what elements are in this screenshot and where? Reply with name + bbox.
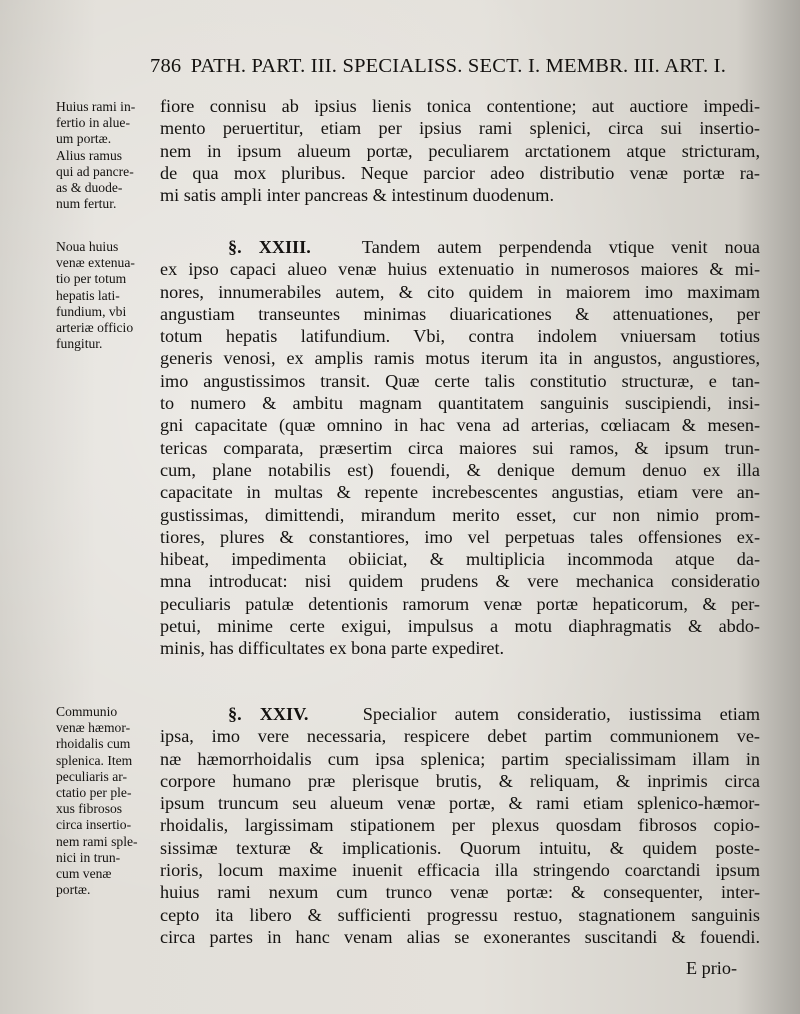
margin-note-line: as & duode-: [56, 180, 123, 196]
text-line: rioris, locum maxime inuenit efficacia illa stringendo coarctandi ipsum: [160, 860, 760, 881]
margin-note-line: um portæ.: [56, 131, 112, 147]
margin-note-line: rhoidalis cum: [56, 736, 131, 752]
paragraph-section-xxiii: [160, 236, 760, 660]
margin-note-2: [56, 239, 158, 352]
text-line: corpore humano præ plerisque brutis, & reliquam, & inprimis circa: [160, 770, 760, 791]
margin-note-line: Huius rami in-: [56, 99, 136, 114]
margin-note-3: [56, 704, 158, 898]
margin-note-line: splenica. Item: [56, 752, 133, 768]
text-line: totum hepatis latifundium. Vbi, contra indolem vniuersam totius: [160, 326, 760, 347]
text-line: næ hæmorrhoidalis cum ipsa splenica; partim specialissimam illam in: [160, 748, 760, 769]
text-line: nem in ipsum alueum portæ, peculiarem arctationem atque stricturam,: [160, 140, 760, 161]
paragraph-section-xxiv: [160, 703, 760, 948]
text-line: sissimæ texturæ & implicationis. Quorum intuitu, & quidem poste-: [160, 837, 760, 858]
text-line: mna introducat: nisi quidem prudens & vere mechanica consideratio: [160, 571, 760, 592]
margin-note-line: Noua huius: [56, 239, 119, 254]
text-line: imo angustissimos transit. Quæ certe talis constitutio structuræ, e tan-: [160, 370, 760, 391]
running-header: [150, 55, 785, 85]
text-line: ipsa, imo vere necessaria, respicere debet partim communionem ve-: [160, 726, 760, 747]
margin-note-line: arteriæ officio: [56, 320, 134, 336]
text-line: huius rami nexum cum trunco venæ portæ: & consequenter, inter-: [160, 882, 760, 903]
text-line-content: Tandem autem perpendenda vtique venit noua: [361, 237, 760, 257]
text-line: minis, has difficultates ex bona parte expediret.: [160, 638, 505, 659]
text-line: tericas comparata, præsertim circa maiores sui ramos, & ipsum trun-: [160, 437, 760, 458]
text-line: generis venosi, ex amplis ramis motus iterum ita in angustos, angustiores,: [160, 348, 760, 369]
margin-note-line: nici in trun-: [56, 849, 121, 865]
text-line: ipsum truncum seu alueum venæ portæ, & rami etiam splenico-hæmor-: [160, 793, 760, 814]
page-number: 786: [150, 55, 182, 77]
margin-note-line: cum venæ: [56, 866, 112, 882]
margin-note-line: tio per totum: [56, 271, 127, 287]
margin-note-line: circa insertio-: [56, 817, 132, 833]
text-line: capacitate in multas & repente increbescentes angustias, etiam vere an-: [160, 482, 760, 503]
section-number: §. XXIV.: [228, 704, 309, 724]
text-line: to numero & ambitu magnam quantitatem sanguinis suscipiendi, insi-: [160, 393, 760, 414]
margin-note-line: venæ hæmor-: [56, 720, 131, 736]
paragraph-continuation: [160, 95, 760, 206]
margin-note-1: [56, 99, 158, 212]
margin-note-line: fertio in alue-: [56, 115, 130, 131]
margin-note-line: xus fibrosos: [56, 801, 123, 817]
text-line: fiore connisu ab ipsius lienis tonica contentione; aut auctiore impedi-: [160, 96, 760, 116]
running-title: PATH. PART. III. SPECIALISS. SECT. I. MEMBR. III. ART. I.: [190, 55, 727, 77]
text-line: cum, plane notabilis est) fouendi, & denique demum denuo ex illa: [160, 459, 760, 480]
margin-note-line: ctatio per ple-: [56, 785, 132, 801]
margin-note-line: fungitur.: [56, 336, 103, 352]
text-line: hibeat, impedimenta obiiciat, & multiplicia incommoda atque da-: [160, 549, 760, 570]
text-line: nores, innumerabiles autem, & cito quidem in maiorem imo maximam: [160, 281, 760, 302]
text-line: peculiaris patulæ detentionis ramorum venæ portæ hepaticorum, & per-: [160, 593, 760, 614]
text-line: rhoidalis, largissimam stipationem per plexus quosdam fibrosos copio-: [160, 815, 760, 836]
margin-note-line: nem rami sple-: [56, 833, 138, 849]
text-line: tiores, plures & constantiores, imo vel perpetuas tales offensiones ex-: [160, 526, 760, 547]
catchword: E prio-: [686, 958, 738, 978]
text-line-first: [160, 236, 760, 258]
margin-note-line: hepatis lati-: [56, 287, 120, 303]
text-line: cepto ita libero & sufficienti progressu restuo, stagnationem sanguinis: [160, 904, 760, 925]
margin-note-line: fundium, vbi: [56, 303, 127, 319]
margin-note-line: venæ extenua-: [56, 255, 135, 271]
text-line: mento peruertitur, etiam per ipsius rami splenici, circa sui insertio-: [160, 118, 760, 139]
text-line: de qua mox pluribus. Neque parcior adeo distributio venæ portæ ra-: [160, 162, 760, 183]
text-line: circa partes in hanc venam alias se exonerantes suscitandi & fouendi.: [160, 926, 760, 947]
text-line: mi satis ampli inter pancreas & intestinum duodenum.: [160, 185, 554, 206]
text-line: petui, minime certe exigui, impulsus a motu diaphragmatis & abdo-: [160, 616, 760, 637]
text-line: gni capacitate (quæ omnino in hac vena ad arterias, cœliacam & mesen-: [160, 415, 760, 436]
text-line: angustiam transeuntes minimas diuaricationes & attenuationes, per: [160, 303, 760, 324]
margin-note-line: portæ.: [56, 882, 91, 898]
text-line: gustissimas, dimittendi, mirandum merito esset, cur non nimio prom-: [160, 504, 760, 525]
margin-note-line: num fertur.: [56, 196, 117, 212]
text-line-content: Specialior autem consideratio, iustissima etiam: [362, 704, 760, 724]
margin-note-line: qui ad pancre-: [56, 163, 134, 179]
section-number: §. XXIII.: [228, 237, 311, 257]
text-line: ex ipso capaci alueo venæ huius extenuatio in numerosos maiores & mi-: [160, 259, 760, 280]
margin-note-line: peculiaris ar-: [56, 768, 128, 784]
margin-note-line: Communio: [56, 704, 118, 719]
text-line-first: [160, 703, 760, 725]
margin-note-line: Alius ramus: [56, 147, 123, 163]
